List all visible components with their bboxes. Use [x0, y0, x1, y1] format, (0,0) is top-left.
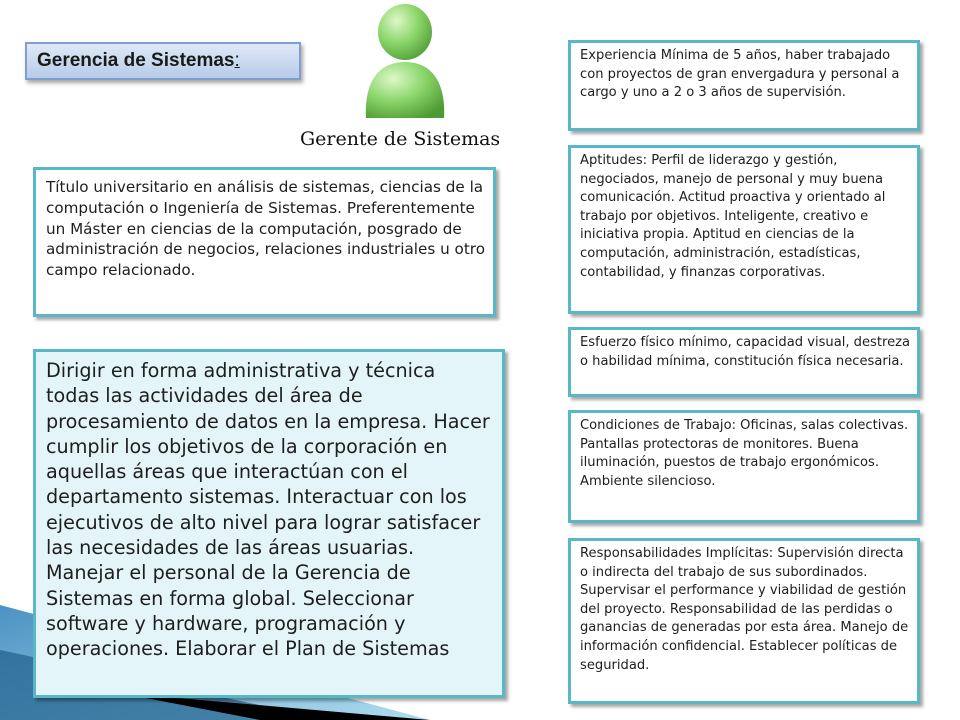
section-title-colon: :: [234, 50, 240, 71]
education-requirements-box: Título universitario en análisis de sistemas, ciencias de la computación o Ingeniería de Sistemas. Preferentemente un Máster en ciencias de la computación, posgrado de administración de negocios, relaciones industriales u otro campo relacionado.: [33, 167, 496, 317]
section-title: Gerencia de Sistemas: [37, 50, 235, 71]
duties-description-box: Dirigir en forma administrativa y técnica todas las actividades del área de procesamiento de datos en la empresa. Hacer cumplir los objetivos de la corporación en aquellas áreas que interactúan con el departamento sistemas. Interactuar con los ejecutivos de alto nivel para lograr satisfacer las necesidades de las áreas usuarias. Manejar el personal de la Gerencia de Sistemas en forma global. Seleccionar software y hardware, programación y operaciones. Elaborar el Plan de Sistemas: [33, 349, 505, 698]
responsibilities-box: Responsabilidades Implícitas: Supervisión directa o indirecta del trabajo de sus subordinados. Supervisar el performance y viabilidad de gestión del proyecto. Responsabilidad de las perdidas o ganancias de generadas por esta área. Manejo de información confidencial. Establecer políticas de seguridad.: [568, 538, 920, 704]
physical-effort-box: Esfuerzo físico mínimo, capacidad visual, destreza o habilidad mínima, constitución física necesaria.: [568, 327, 920, 397]
role-title: Gerente de Sistemas: [300, 128, 501, 150]
section-title-badge: [25, 42, 301, 80]
aptitudes-box: Aptitudes: Perfil de liderazgo y gestión, negociados, manejo de personal y muy buena comunicación. Actitud proactiva y orientado al trabajo por objetivos. Inteligente, creativo e iniciativa propia. Aptitud en ciencias de la computación, administración, estadísticas, contabilidad, y finanzas corporativas.: [568, 145, 920, 314]
user-avatar-icon: [360, 0, 450, 120]
experience-box: Experiencia Mínima de 5 años, haber trabajado con proyectos de gran envergadura y personal a cargo y uno a 2 o 3 años de supervisión.: [568, 40, 920, 131]
work-conditions-box: Condiciones de Trabajo: Oficinas, salas colectivas. Pantallas protectoras de monitores. Buena iluminación, puestos de trabajo ergonómicos. Ambiente silencioso.: [568, 410, 920, 523]
